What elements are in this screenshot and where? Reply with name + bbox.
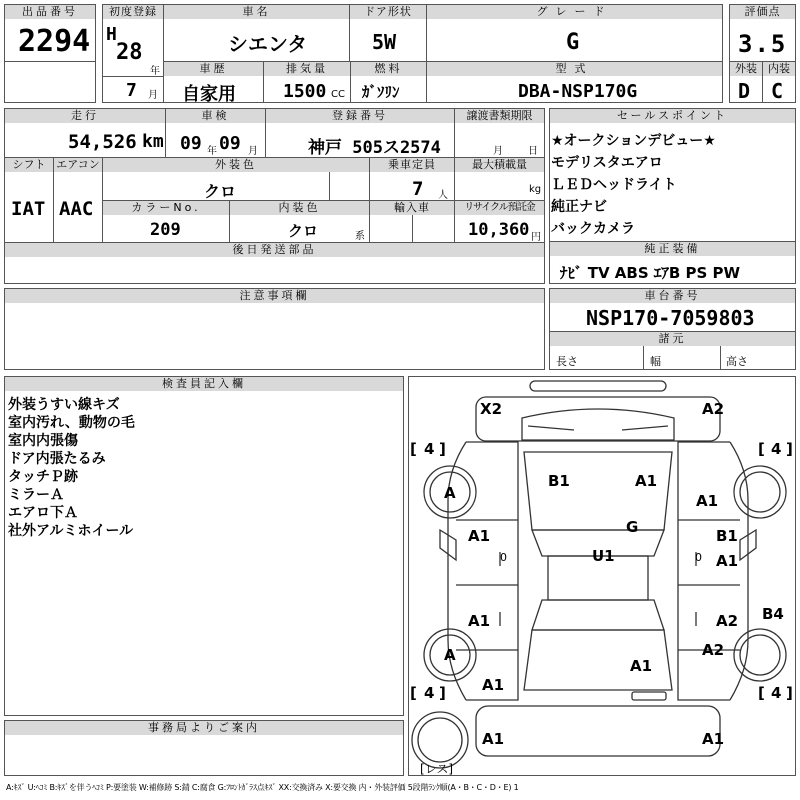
color-no: 209 [150,220,181,240]
era: H [106,24,117,45]
damage-mark: 0 [695,551,702,564]
damage-mark: A [444,484,456,502]
inspector-line: ミラーＡ [8,487,64,503]
inspector-line: 社外アルミホイール [8,523,134,539]
damage-mark: A1 [482,730,505,748]
damage-mark: A2 [702,400,725,418]
damage-mark: A2 [702,641,725,659]
recycle-unit: 円 [531,232,541,243]
ac: AAC [59,198,94,220]
bracket: [ [410,684,417,702]
damage-mark: U1 [592,547,615,565]
lot-number: 2294 [18,24,91,59]
legend: A:ｷｽﾞ U:ﾍｺﾐ B:ｷｽﾞを伴うﾍｺﾐ P:要塗装 W:補修跡 S:錆 C:腐食 G:ﾌﾛﾝﾄｶﾞﾗｽ点ｷｽﾞ XX:交換済み X:要交換 内・外装評価 5段階ﾗﾝｸ順(A・B・C・D・E) 1 [6,783,519,792]
int-color-label: 内装色 [230,201,369,215]
int-grade: C [771,79,784,103]
tire-fl-value: 4 [424,440,435,458]
color-no-label: カラーNo. [103,201,229,215]
grade: G [566,30,580,55]
inspector-line: タッチＰ跡 [8,469,78,485]
chassis-label: 車台番号 [550,289,795,303]
sales-point: ★オークションデビュー★ [551,133,716,149]
door-type: 5W [372,30,397,54]
inspector-line: エアロ下Ａ [8,505,78,521]
insp-year: 09 [180,133,202,154]
transfer-day-unit: 日 [528,146,538,157]
door-label: ドア形状 [350,5,426,19]
tire-rr-value: 4 [771,684,782,702]
inspector-label: 検査員記入欄 [5,377,403,391]
bracket: [ [758,440,765,458]
damage-mark: A1 [702,730,725,748]
score: 3.5 [738,30,788,58]
damage-mark: X2 [480,400,503,418]
height-label: 高さ [726,355,748,368]
import-label: 輸入車 [370,201,454,215]
bracket: ] [439,684,446,702]
cc-label: 排気量 [264,62,350,76]
damage-mark: G [626,518,639,536]
damage-mark: A1 [716,552,739,570]
reg-label: 登録番号 [266,109,454,123]
transfer-month-unit: 月 [493,146,503,157]
color: クロ [204,182,237,201]
spare-value: レス [424,762,449,776]
damage-mark: 0 [500,551,507,564]
color-label: 外装色 [103,158,369,172]
fuel: ｶﾞｿﾘﾝ [362,83,400,101]
damage-mark: A1 [468,527,491,545]
sales-label: セールスポイント [550,109,795,123]
recycle: 10,360 [468,220,530,240]
int-label: 内装 [763,62,795,76]
damage-mark: A2 [716,612,739,630]
mileage-label: 走行 [5,109,165,123]
load-unit: kg [529,184,542,195]
damage-mark: B1 [716,527,738,545]
transfer-label: 譲渡書類期限 [455,109,544,123]
cc-unit: CC [331,89,345,100]
first-reg-year: 28 [116,40,143,65]
score-label: 評価点 [730,5,795,19]
damage-mark: A1 [468,612,491,630]
equipment: ﾅﾋﾞ TV ABS ｴｱB PS PW [560,264,741,282]
later-parts-label: 後日発送部品 [5,243,544,257]
model: DBA-NSP170G [518,81,638,102]
cc: 1500 [283,81,327,102]
capacity: 7 [412,178,424,200]
damage-mark: A1 [630,657,653,675]
insp-year-unit: 年 [207,146,217,157]
shift-label: シフト [5,158,53,172]
office-label: 事務局よりご案内 [5,721,403,735]
history: 自家用 [182,84,236,105]
first-reg-month: 7 [126,80,137,101]
inspector-line: ドア内張たるみ [8,451,106,467]
notes-label: 注意事項欄 [5,289,544,303]
spare-tire-label: [レス] [420,762,454,776]
inspection-label: 車検 [166,109,265,123]
shift: IAT [11,198,46,220]
reg-number: 神戸 505ス2574 [308,138,441,158]
sales-point: バックカメラ [551,221,635,237]
load-label: 最大積載量 [455,158,544,172]
chassis-number: NSP170-7059803 [586,306,755,330]
capacity-unit: 人 [438,190,448,201]
inspector-line: 外装うすい線キズ [8,397,120,413]
ac-label: エアコン [54,158,102,172]
sales-point: 純正ナビ [551,199,607,215]
damage-mark: A1 [696,492,719,510]
int-color-unit: 系 [355,231,365,242]
history-label: 車歴 [164,62,263,76]
bracket: [ [410,440,417,458]
name-label: 車名 [164,5,349,19]
bracket: ] [439,440,446,458]
damage-mark: B1 [548,472,570,490]
mileage: 54,526 [68,131,137,153]
damage-mark: A [444,646,456,664]
year-unit: 年 [150,66,160,77]
capacity-label: 乗車定員 [370,158,454,172]
bracket: ] [786,684,793,702]
car-name: シエンタ [228,32,308,56]
first-reg-label: 初度登録 [103,5,163,19]
bracket: ] [786,440,793,458]
month-unit: 月 [148,90,158,101]
inspector-line: 室内汚れ、動物の毛 [8,415,135,431]
dims-label: 諸元 [550,332,795,346]
bracket: [ [758,684,765,702]
sales-point: ＬＥＤヘッドライト [551,177,677,193]
inspector-line: 室内内張傷 [8,433,78,449]
tire-rl-value: 4 [424,684,435,702]
insp-month: 09 [219,133,241,154]
lot-label: 出品番号 [5,5,95,19]
ext-label: 外装 [730,62,762,76]
model-label: 型式 [427,62,722,76]
equipment-label: 純正装備 [550,242,795,256]
insp-month-unit: 月 [248,146,258,157]
damage-mark: B4 [762,605,784,623]
ext-grade: D [738,79,751,103]
int-color: クロ [288,222,319,240]
damage-mark: A1 [635,472,658,490]
grade-label: グレード [427,5,722,19]
sales-point: モデリスタエアロ [551,155,663,171]
recycle-label: リサイクル預託金 [455,201,544,215]
tire-fr-value: 4 [771,440,782,458]
length-label: 長さ [556,355,578,368]
damage-mark: A1 [482,676,505,694]
mileage-unit: km [142,131,164,152]
width-label: 幅 [650,355,661,368]
fuel-label: 燃料 [351,62,426,76]
